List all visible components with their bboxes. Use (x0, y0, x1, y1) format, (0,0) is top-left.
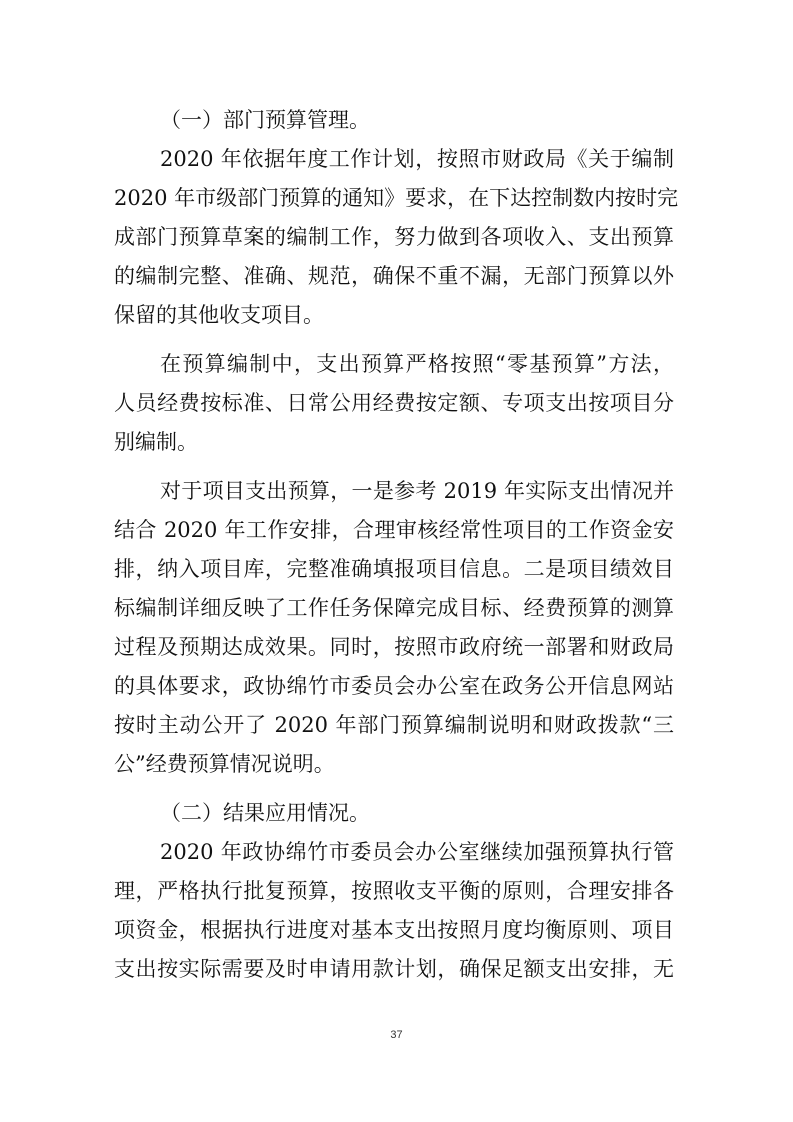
paragraph-line: 公”经费预算情况说明。 (114, 752, 335, 776)
paragraph-line: 2020 年依据年度工作计划，按照市财政局《关于编制 (160, 147, 674, 171)
paragraph-line: 对于项目支出预算，一是参考 2019 年实际支出情况并 (160, 479, 674, 503)
paragraph-line: 成部门预算草案的编制工作，努力做到各项收入、支出预算 (114, 225, 674, 249)
paragraph-line: 的具体要求，政协绵竹市委员会办公室在政务公开信息网站 (114, 674, 674, 698)
paragraph-line: 过程及预期达成效果。同时，按照市政府统一部署和财政局 (114, 635, 674, 659)
section-heading-budget-management: （一）部门预算管理。 (160, 108, 370, 132)
paragraph-line: 按时主动公开了 2020 年部门预算编制说明和财政拨款“三 (114, 713, 674, 737)
paragraph-line: 支出按实际需要及时申请用款计划，确保足额支出安排，无 (114, 957, 674, 981)
paragraph-line: 保留的其他收支项目。 (114, 303, 324, 327)
paragraph-line: 在预算编制中，支出预算严格按照“零基预算”方法， (160, 352, 674, 376)
paragraph-line: 理，严格执行批复预算，按照收支平衡的原则，合理安排各 (114, 879, 674, 903)
paragraph-line: 人员经费按标准、日常公用经费按定额、专项支出按项目分 (114, 391, 674, 415)
paragraph-line: 别编制。 (114, 430, 198, 454)
paragraph-line: 2020 年市级部门预算的通知》要求，在下达控制数内按时完 (114, 186, 679, 210)
paragraph-line: 2020 年政协绵竹市委员会办公室继续加强预算执行管 (160, 840, 674, 864)
paragraph-line: 的编制完整、准确、规范，确保不重不漏，无部门预算以外 (114, 264, 674, 288)
paragraph-line: 结合 2020 年工作安排，合理审核经常性项目的工作资金安 (114, 518, 674, 542)
paragraph-line: 标编制详细反映了工作任务保障完成目标、经费预算的测算 (114, 596, 674, 620)
paragraph-line: 项资金，根据执行进度对基本支出按照月度均衡原则、项目 (114, 918, 674, 942)
page-number: 37 (390, 1029, 403, 1041)
section-heading-results-application: （二）结果应用情况。 (160, 801, 370, 825)
paragraph-line: 排，纳入项目库，完整准确填报项目信息。二是项目绩效目 (114, 557, 674, 581)
